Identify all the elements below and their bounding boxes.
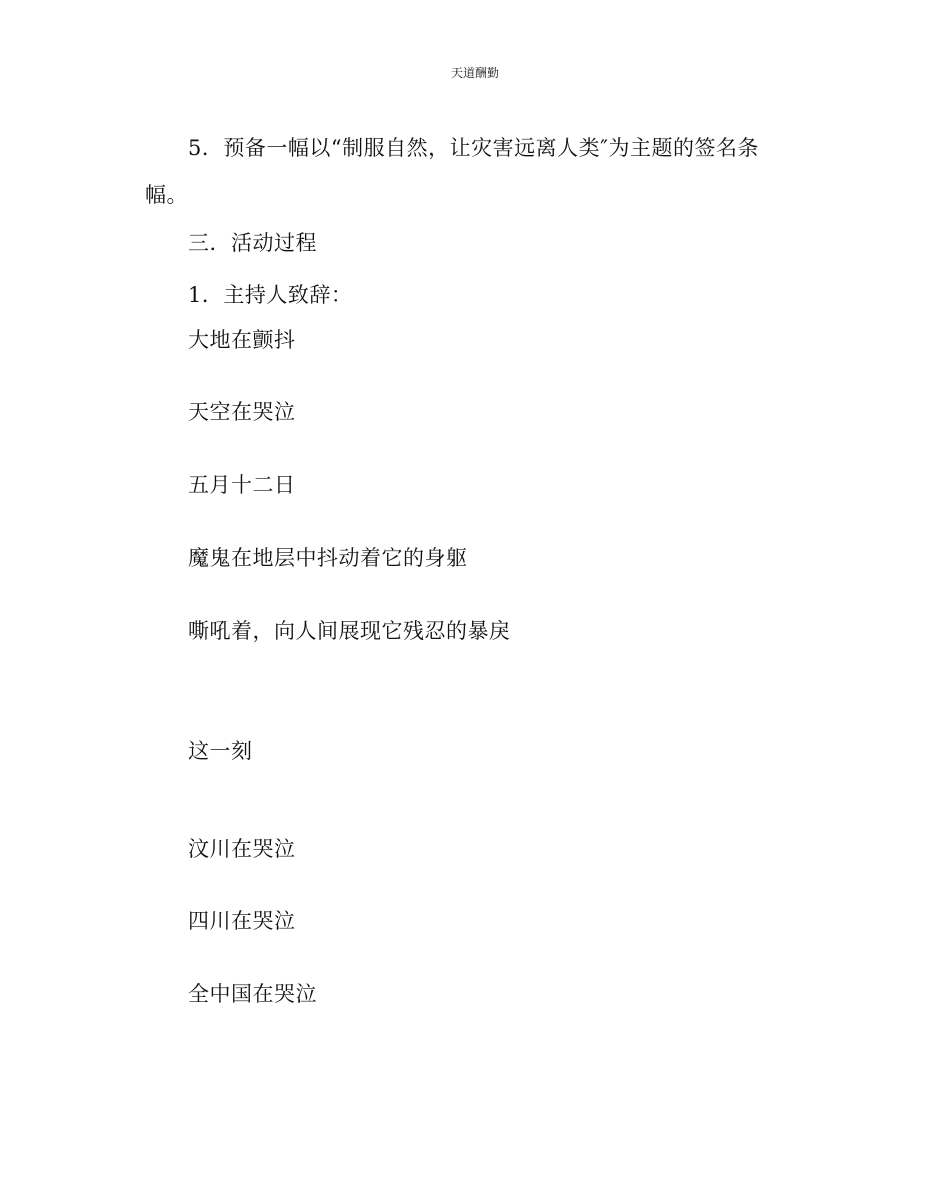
paragraph-item-5-line1: 5．预备一幅以“制服自然，让灾害远离人类″为主题的签名条: [188, 136, 759, 160]
poem-line: 全中国在哭泣: [188, 982, 317, 1006]
list-item-host-speech: 1．主持人致辞：: [188, 283, 353, 307]
poem-line: 大地在颤抖: [188, 328, 296, 352]
poem-line: 天空在哭泣: [188, 400, 296, 424]
poem-line: 这一刻: [188, 739, 253, 763]
page-header: 天道酬勤: [450, 66, 499, 80]
poem-line: 五月十二日: [188, 473, 296, 497]
paragraph-item-5-line2: 幅。: [145, 183, 188, 207]
poem-line: 四川在哭泣: [188, 909, 296, 933]
section-heading-activity-process: 三．活动过程: [188, 231, 317, 255]
poem-line: 魔鬼在地层中抖动着它的身躯: [188, 546, 468, 570]
poem-line: 嘶吼着，向人间展现它残忍的暴戾: [188, 619, 511, 643]
poem-line: 汶川在哭泣: [188, 837, 296, 861]
